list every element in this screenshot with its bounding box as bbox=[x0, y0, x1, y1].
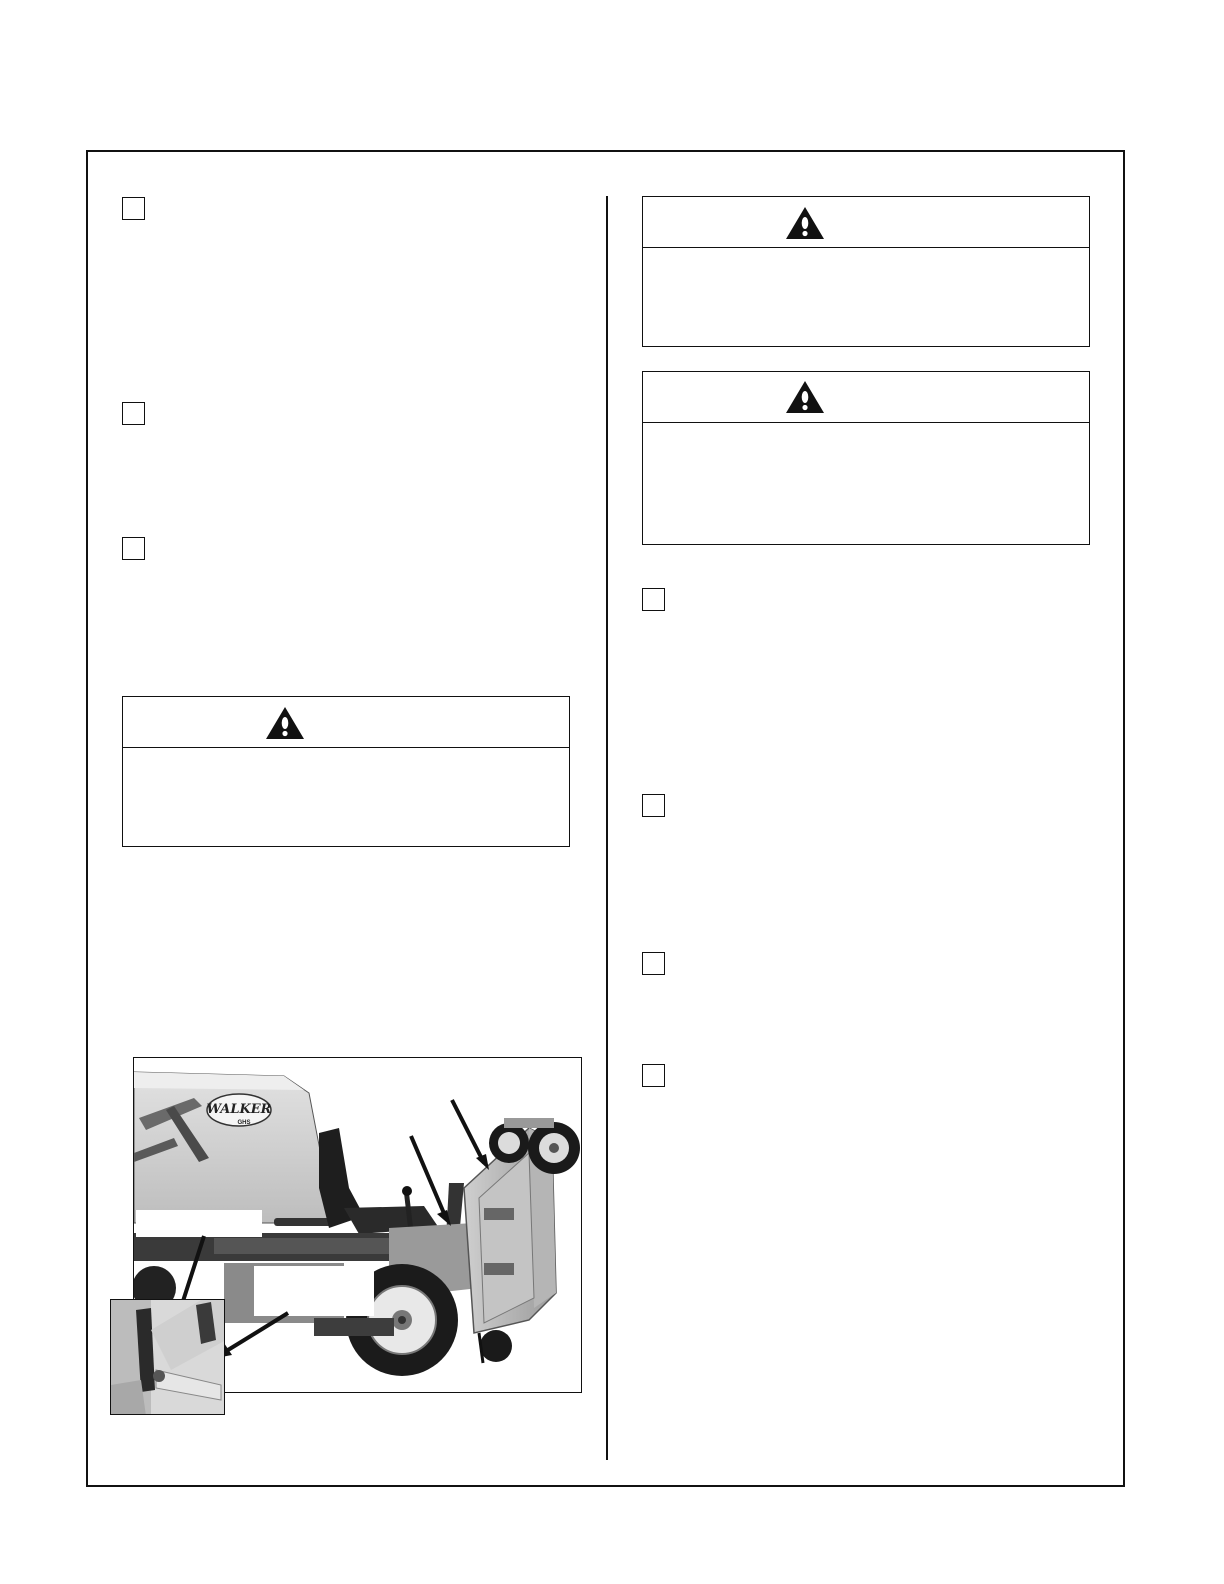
logo-model-text: GHS bbox=[237, 1120, 251, 1126]
inset-closeup-photo bbox=[110, 1299, 225, 1415]
inset-illustration bbox=[111, 1300, 225, 1415]
logo-brand-text: WALKER bbox=[206, 1102, 272, 1117]
